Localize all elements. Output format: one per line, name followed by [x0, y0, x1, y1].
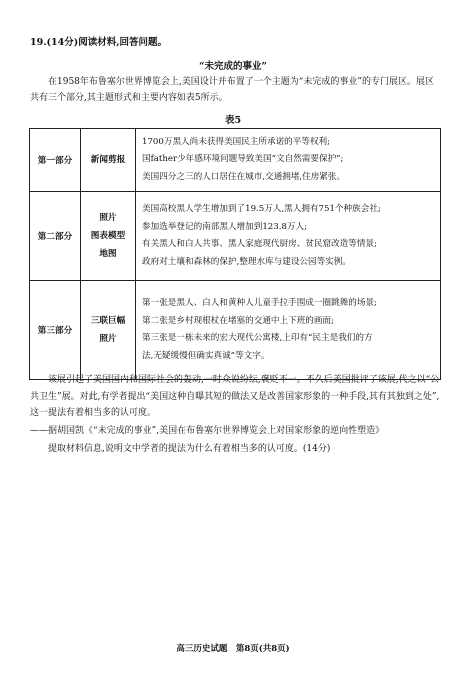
content-cell: 美国高校黑人学生增加到了19.5万人,黑人拥有751个种族会社; 参加选举登记的南部黑人增加到123.8万人; 有关黑人和白人共事、黑人家庭现代厨房、贫民窟改造等情景; 政府对土壤和森林的保护,整理水库与建设公园等实例。	[136, 192, 441, 281]
page-footer: 高三历史试题 第8页(共8页)	[176, 644, 290, 654]
question-header: 19.(14分)阅读材料,回答问题。	[30, 37, 168, 48]
intro-paragraph: 在1958年布鲁塞尔世界博览会上,美国设计并布置了一个主题为“未完成的事业”的专门展区。展区共有三个部分,其主题形式和主要内容如表5所示。	[30, 77, 434, 103]
source-citation: ——据胡国凯《“未完成的事业”,美国在布鲁塞尔世界博览会上对国家形象的逆向性塑造》	[30, 426, 385, 436]
table-row	[30, 129, 441, 192]
part-cell: 第一部分	[30, 129, 81, 192]
theme-cell: 三联巨幅 照片	[81, 281, 136, 380]
theme-cell: 照片 图表模型 地图	[81, 192, 136, 281]
part-cell: 第二部分	[30, 192, 81, 281]
part-cell: 第三部分	[30, 281, 81, 380]
table-caption: 表5	[224, 115, 242, 126]
table-row	[30, 192, 441, 281]
material-title: “未完成的事业”	[199, 61, 267, 72]
table-row	[30, 281, 441, 380]
content-cell: 第一张是黑人、白人和黄种人儿童手拉手围成一圈跳舞的场景; 第二张是乡村现根杖在堵塞的交通中上下班的画面; 第三张是一栋未来的宏大现代公寓楼,上印有“民主是我们的方 法,无疑缓慢但确实真诚”等文字。	[136, 281, 441, 380]
commentary-paragraph: 该展引起了美国国内和国际社会的轰动,一时众说纷纭,褒贬不一。不久后美国批评了该展,代之以“公共卫生”展。对此,有学者提出“美国这种自曝其短的做法又是改善国家形象的一种手段,其有其独到之处”,这一提法有着相当多的认可度。	[30, 375, 440, 418]
question-prompt: 提取材料信息,说明文中学者的提法为什么有着相当多的认可度。(14分)	[48, 444, 331, 454]
theme-cell: 新闻剪报	[81, 129, 136, 192]
content-cell: 1700万黑人尚未获得美国民主所承诺的平等权利; 国father少年感环境问题导致美国“文自然需要保护”; 美国四分之三的人口居住在城市,交通拥堵,住房紧张。	[136, 129, 441, 192]
exhibition-table	[29, 128, 441, 380]
